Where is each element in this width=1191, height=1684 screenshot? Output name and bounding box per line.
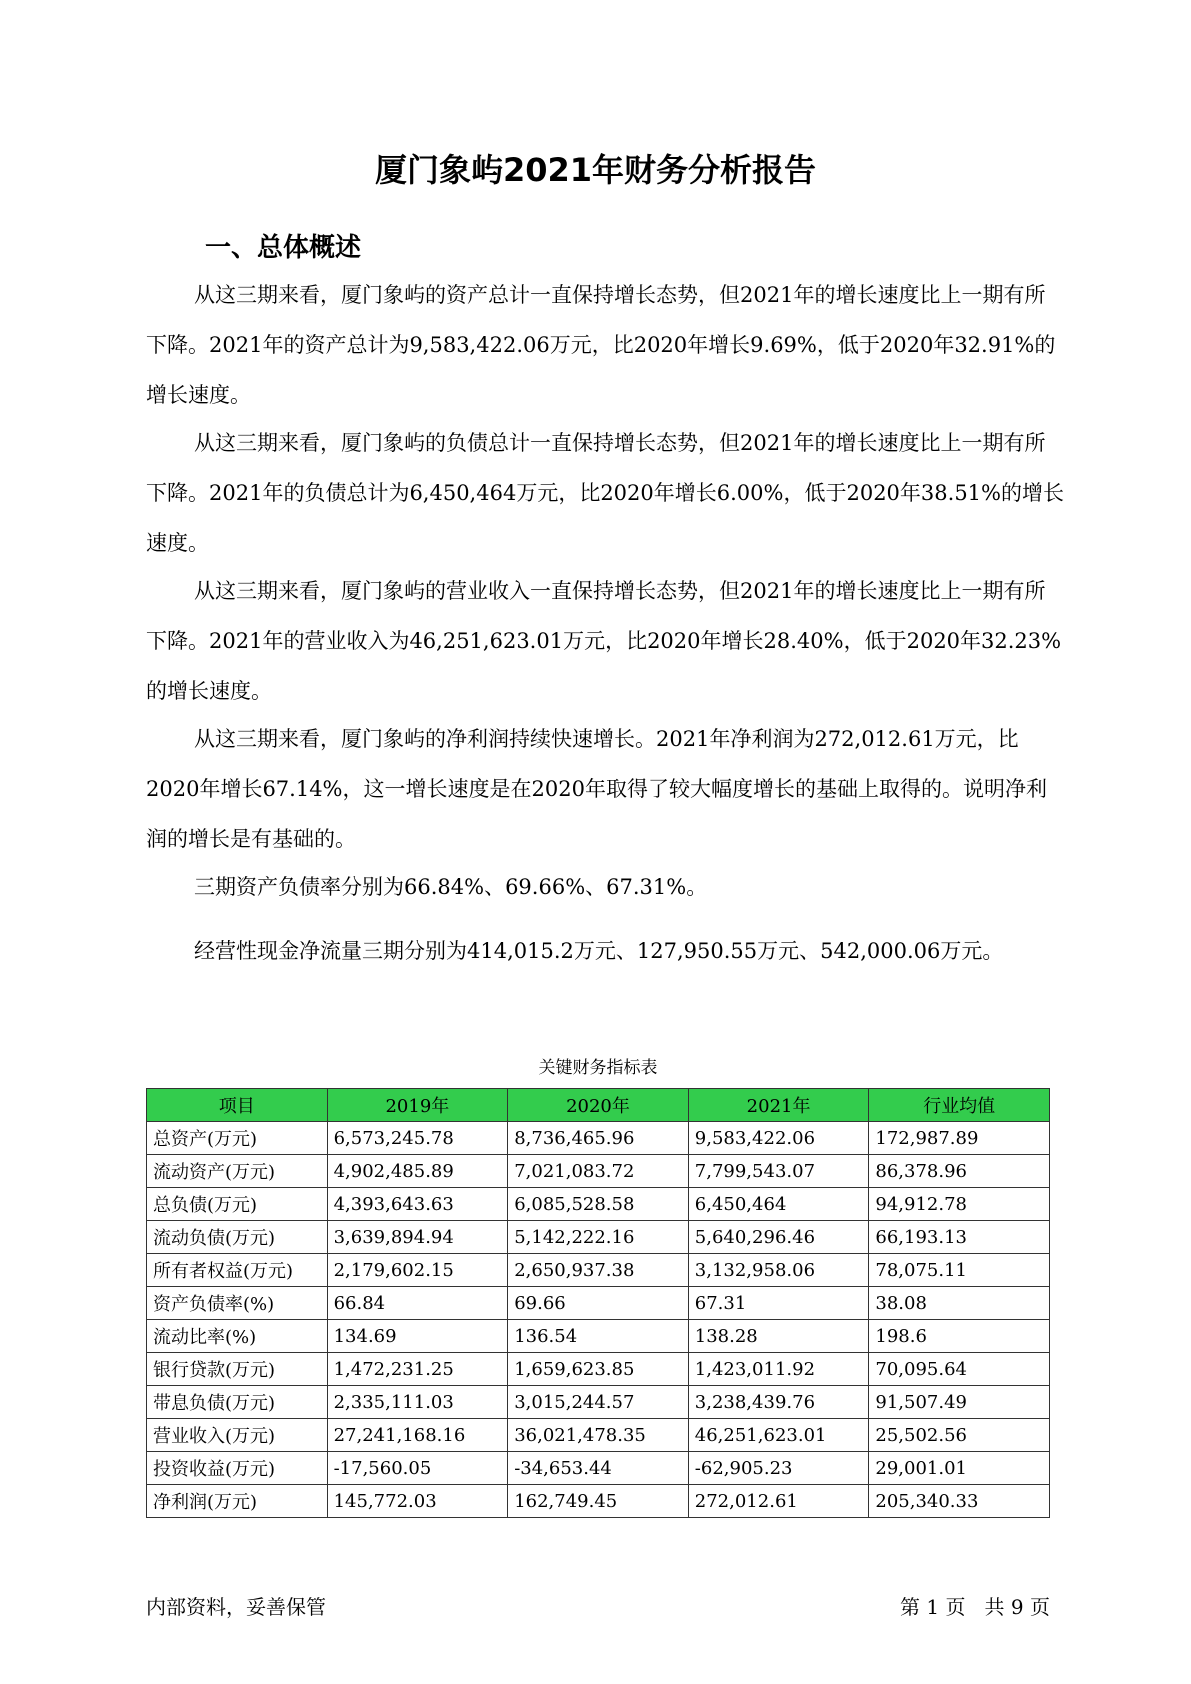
cell-2021: 3,132,958.06 bbox=[688, 1254, 869, 1287]
cell-2020: 5,142,222.16 bbox=[508, 1221, 689, 1254]
cell-industry-average: 94,912.78 bbox=[869, 1188, 1050, 1221]
cell-2021: 67.31 bbox=[688, 1287, 869, 1320]
paragraph-total-assets: 从这三期来看，厦门象屿的资产总计一直保持增长态势，但2021年的增长速度比上一期有所下降。2021年的资产总计为9,583,422.06万元，比2020年增长9.69%，低于2020年32.91%的增长速度。 bbox=[146, 283, 1056, 407]
paragraph-revenue: 从这三期来看，厦门象屿的营业收入一直保持增长态势，但2021年的增长速度比上一期有所下降。2021年的营业收入为46,251,623.01万元，比2020年增长28.40%，低于2020年32.23%的增长速度。 bbox=[146, 579, 1062, 703]
cell-2020: 36,021,478.35 bbox=[508, 1419, 689, 1452]
cell-2020: -34,653.44 bbox=[508, 1452, 689, 1485]
row-label: 所有者权益(万元) bbox=[147, 1254, 328, 1287]
document-title: 厦门象屿2021年财务分析报告 bbox=[374, 151, 817, 189]
cell-2019: 145,772.03 bbox=[327, 1485, 508, 1518]
table-row bbox=[147, 1452, 1050, 1485]
cell-industry-average: 70,095.64 bbox=[869, 1353, 1050, 1386]
row-label: 净利润(万元) bbox=[147, 1485, 328, 1518]
paragraph-debt-ratio: 三期资产负债率分别为66.84%、69.66%、67.31%。 bbox=[194, 875, 708, 899]
cell-2019: -17,560.05 bbox=[327, 1452, 508, 1485]
cell-2020: 3,015,244.57 bbox=[508, 1386, 689, 1419]
cell-2020: 6,085,528.58 bbox=[508, 1188, 689, 1221]
cell-industry-average: 29,001.01 bbox=[869, 1452, 1050, 1485]
cell-2021: 7,799,543.07 bbox=[688, 1155, 869, 1188]
row-label: 投资收益(万元) bbox=[147, 1452, 328, 1485]
paragraph-net-profit: 从这三期来看，厦门象屿的净利润持续快速增长。2021年净利润为272,012.61万元，比2020年增长67.14%，这一增长速度是在2020年取得了较大幅度增长的基础上取得的。说明净利润的增长是有基础的。 bbox=[146, 727, 1047, 851]
cell-2020: 8,736,465.96 bbox=[508, 1122, 689, 1155]
cell-industry-average: 91,507.49 bbox=[869, 1386, 1050, 1419]
row-label: 流动资产(万元) bbox=[147, 1155, 328, 1188]
cell-industry-average: 172,987.89 bbox=[869, 1122, 1050, 1155]
cell-2019: 6,573,245.78 bbox=[327, 1122, 508, 1155]
table-header-row bbox=[147, 1089, 1050, 1122]
cell-2021: 1,423,011.92 bbox=[688, 1353, 869, 1386]
key-financial-indicators-table bbox=[146, 1088, 1050, 1518]
cell-2019: 27,241,168.16 bbox=[327, 1419, 508, 1452]
cell-industry-average: 205,340.33 bbox=[869, 1485, 1050, 1518]
section-heading: 一、总体概述 bbox=[205, 233, 362, 263]
table-row bbox=[147, 1419, 1050, 1452]
cell-2019: 66.84 bbox=[327, 1287, 508, 1320]
footer-page-number: 第 1 页 共 9 页 bbox=[900, 1595, 1050, 1619]
table-row bbox=[147, 1155, 1050, 1188]
column-header-2019: 2019年 bbox=[327, 1089, 508, 1122]
cell-2019: 4,393,643.63 bbox=[327, 1188, 508, 1221]
row-label: 流动比率(%) bbox=[147, 1320, 328, 1353]
row-label: 总负债(万元) bbox=[147, 1188, 328, 1221]
row-label: 营业收入(万元) bbox=[147, 1419, 328, 1452]
cell-2021: 272,012.61 bbox=[688, 1485, 869, 1518]
column-header-industry-average: 行业均值 bbox=[869, 1089, 1050, 1122]
cell-2020: 136.54 bbox=[508, 1320, 689, 1353]
cell-2020: 162,749.45 bbox=[508, 1485, 689, 1518]
paragraph-total-liabilities: 从这三期来看，厦门象屿的负债总计一直保持增长态势，但2021年的增长速度比上一期有所下降。2021年的负债总计为6,450,464万元，比2020年增长6.00%，低于2020年38.51%的增长速度。 bbox=[146, 431, 1064, 555]
cell-2021: 138.28 bbox=[688, 1320, 869, 1353]
cell-2021: 46,251,623.01 bbox=[688, 1419, 869, 1452]
cell-2020: 7,021,083.72 bbox=[508, 1155, 689, 1188]
cell-2021: -62,905.23 bbox=[688, 1452, 869, 1485]
column-header-2020: 2020年 bbox=[508, 1089, 689, 1122]
table-row bbox=[147, 1353, 1050, 1386]
row-label: 总资产(万元) bbox=[147, 1122, 328, 1155]
cell-2020: 1,659,623.85 bbox=[508, 1353, 689, 1386]
row-label: 银行贷款(万元) bbox=[147, 1353, 328, 1386]
footer-confidentiality-note: 内部资料，妥善保管 bbox=[146, 1595, 326, 1619]
cell-industry-average: 25,502.56 bbox=[869, 1419, 1050, 1452]
cell-2019: 2,335,111.03 bbox=[327, 1386, 508, 1419]
cell-industry-average: 198.6 bbox=[869, 1320, 1050, 1353]
table-row bbox=[147, 1254, 1050, 1287]
cell-2021: 6,450,464 bbox=[688, 1188, 869, 1221]
table-row bbox=[147, 1122, 1050, 1155]
table-caption: 关键财务指标表 bbox=[538, 1058, 658, 1078]
column-header-item: 项目 bbox=[147, 1089, 328, 1122]
column-header-2021: 2021年 bbox=[688, 1089, 869, 1122]
table-row bbox=[147, 1188, 1050, 1221]
paragraph-cash-flow: 经营性现金净流量三期分别为414,015.2万元、127,950.55万元、542,000.06万元。 bbox=[194, 939, 1004, 963]
table-row bbox=[147, 1221, 1050, 1254]
row-label: 资产负债率(%) bbox=[147, 1287, 328, 1320]
cell-2019: 2,179,602.15 bbox=[327, 1254, 508, 1287]
cell-2020: 2,650,937.38 bbox=[508, 1254, 689, 1287]
cell-industry-average: 38.08 bbox=[869, 1287, 1050, 1320]
cell-2019: 4,902,485.89 bbox=[327, 1155, 508, 1188]
cell-2019: 3,639,894.94 bbox=[327, 1221, 508, 1254]
cell-2020: 69.66 bbox=[508, 1287, 689, 1320]
table-row bbox=[147, 1320, 1050, 1353]
table-row bbox=[147, 1287, 1050, 1320]
table-row bbox=[147, 1386, 1050, 1419]
cell-2021: 5,640,296.46 bbox=[688, 1221, 869, 1254]
cell-2019: 1,472,231.25 bbox=[327, 1353, 508, 1386]
row-label: 流动负债(万元) bbox=[147, 1221, 328, 1254]
cell-industry-average: 78,075.11 bbox=[869, 1254, 1050, 1287]
cell-2019: 134.69 bbox=[327, 1320, 508, 1353]
cell-2021: 3,238,439.76 bbox=[688, 1386, 869, 1419]
table-row bbox=[147, 1485, 1050, 1518]
cell-industry-average: 86,378.96 bbox=[869, 1155, 1050, 1188]
cell-2021: 9,583,422.06 bbox=[688, 1122, 869, 1155]
cell-industry-average: 66,193.13 bbox=[869, 1221, 1050, 1254]
row-label: 带息负债(万元) bbox=[147, 1386, 328, 1419]
